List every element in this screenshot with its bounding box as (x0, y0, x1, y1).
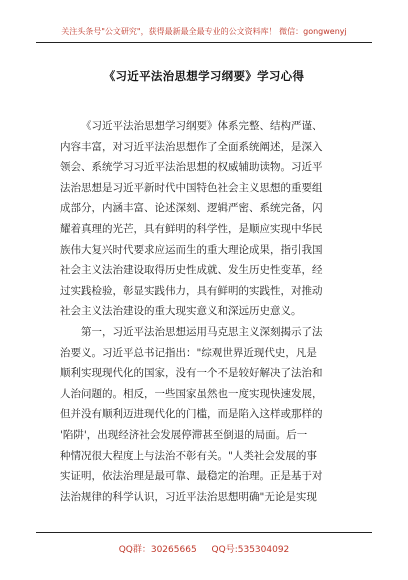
body-text-line: 人治问题的。相反，一些国家虽然也一度实现快速发展， (60, 387, 323, 400)
header-promo-text: 关注头条号"公文研究"，获得最新最全最专业的公文资料库！ 微信：gongwenyj (61, 27, 347, 36)
body-text-line: '陷阱'，出现经济社会发展停滞甚至倒退的局面。后一 (60, 428, 308, 441)
page-footer (0, 542, 408, 555)
body-text-line: 第一，习近平法治思想运用马克思主义深刻揭示了法 (81, 325, 323, 338)
footer-qq-id: QQ号:535304092 (211, 545, 290, 555)
body-text-line: 顺利实现现代化的国家，没有一个不是较好解决了法治和 (60, 367, 323, 380)
body-text-line: 领会、系统学习习近平法治思想的权威辅助读物。习近平 (60, 161, 323, 174)
body-text-line: 《习近平法治思想学习纲要》体系完整、结构严谨、 (81, 120, 323, 132)
body-text-line: 过实践检验，彰显实践伟力，具有鲜明的实践性，对推动 (60, 284, 323, 297)
body-text-line: 但并没有顺利迈进现代化的门槛，而是陷入这样或那样的 (60, 408, 323, 421)
body-text-line: 内容丰富，对习近平法治思想作了全面系统阐述，是深入 (60, 140, 323, 153)
page-header (36, 20, 372, 43)
body-text-line: 社会主义法治建设取得历史性成就、发生历史性变革，经 (60, 264, 323, 277)
footer-divider (36, 532, 372, 533)
body-text-line: 法治思想是习近平新时代中国特色社会主义思想的重要组 (60, 181, 323, 194)
body-text-line: 治要义。习近平总书记指出："综观世界近现代史，凡是 (60, 346, 317, 359)
footer-qq-group: QQ群：30265665 (118, 545, 197, 555)
body-text-line: 种情况很大程度上与法治不彰有关。"人类社会发展的事 (60, 449, 317, 462)
body-text-line: 法治规律的科学认识，习近平法治思想明确"无论是实现 (60, 490, 317, 503)
body-text-line: 成部分，内涵丰富、论述深刻、逻辑严密、系统完备，闪 (60, 202, 323, 215)
body-text-line: 实证明，依法治理是最可靠、最稳定的治理。正是基于对 (60, 470, 323, 483)
document-body (60, 116, 348, 507)
body-text-line: 社会主义法治建设的重大现实意义和深远历史意义。 (60, 305, 302, 318)
document-title: 《习近平法治思想学习纲要》学习心得 (103, 69, 305, 83)
body-text-line: 族伟大复兴时代要求应运而生的重大理论成果，指引我国 (60, 243, 323, 256)
body-text-line: 耀着真理的光芒，具有鲜明的科学性，是顺应实现中华民 (60, 222, 323, 235)
